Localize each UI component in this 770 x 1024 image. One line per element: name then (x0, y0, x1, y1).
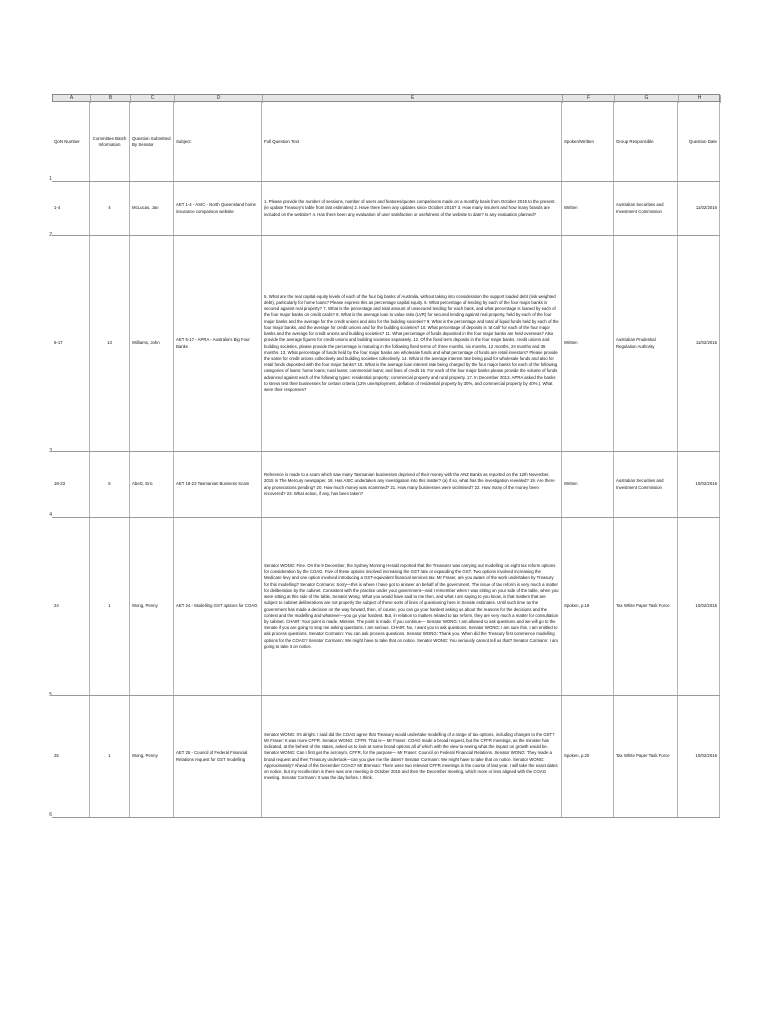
header-qon[interactable]: QoN Number (52, 102, 90, 181)
cell-date[interactable]: 10/02/2016 (678, 518, 720, 695)
header-subject[interactable]: Subject (174, 102, 262, 181)
header-senator[interactable]: Question Submitted By Senator (130, 102, 174, 181)
column-header-b[interactable]: B (91, 95, 131, 103)
cell-qon[interactable]: 5-17 (52, 236, 90, 451)
header-committee[interactable]: Committee Batch Information (90, 102, 130, 181)
header-spoken[interactable]: Spoken/Written (562, 102, 614, 181)
table-row (52, 182, 720, 236)
row-number-6[interactable]: 6 (49, 812, 52, 818)
cell-committee[interactable]: 6 (90, 452, 130, 517)
cell-spoken[interactable]: Written (562, 182, 614, 235)
table-row (52, 696, 720, 818)
column-header-g[interactable]: G (615, 95, 679, 103)
spreadsheet (49, 94, 720, 818)
cell-full-text[interactable]: Senator WONG: Fine. On the 9 December, the Sydney Morning Herald reported that the Treasurer was carrying out modelling on eight tax reform options for consideration by the COAG. Five of these options involved increasing the GST rate or expanding the GST. Two options involved increasing the Medicare levy and one option involved introducing a GST-equivalent financial services tax. Mr Fraser, are you aware of the work undertaken by Treasury for this modelling? Senator Cormann: Sorry—this is where I have got to answer on behalf of the government. The issue of tax reform is very much a matter for deliberation by the cabinet. Consistent with the practice under your government—and I remember when I was sitting on your side of the table, when you were sitting at this side of the table, Senator Wong. What you would have said to me then, and what I am saying to you know, is that matters that are subject to cabinet deliberations are not properly the subject of these sorts of lines of questioning here in Senate estimates. Until such time as the government has made a decision on the way forward, then, of course, you can go your hardest asking us about the reasons for the decisions and the context and the modelling and whatever—you go your hardest. But, in relation to matters related to tax reform, they are very much a matter for consultation by cabinet. CHAIR: Your point is made, Minister. The point is made. If you continue— Senator WONG: I am allowed to ask questions and we will go to the Senate if you are going to stop me asking questions. I am serious. CHAIR: No, I want you to ask questions. Senator WONG: I am sure this. I am entitled to ask process questions. Senator Cormann: You can ask process questions. Senator WONG: Thank you. When did the Treasury first commence modelling options for the COAG? Senator Cormann: We might have to take that on notice. Senator WONG: You seriously cannot tell us that? Senator Cormann: I am going to take it on notice. (262, 518, 562, 695)
cell-committee[interactable]: 1 (90, 518, 130, 695)
column-header-e[interactable]: E (263, 95, 563, 103)
cell-subject[interactable]: AET 5-17 - APRA - Australia's Big Four Banks (174, 236, 262, 451)
cell-qon[interactable]: 1-4 (52, 182, 90, 235)
cell-spoken[interactable]: Spoken, p.18 (562, 518, 614, 695)
cell-committee[interactable]: 1 (90, 696, 130, 817)
table-row (52, 518, 720, 696)
cell-group[interactable]: Tax White Paper Task Force (614, 696, 678, 817)
cell-group[interactable]: Australian Prudential Regulation Authority (614, 236, 678, 451)
header-row (52, 102, 720, 182)
row-number-4[interactable]: 4 (49, 512, 52, 518)
cell-group[interactable]: Australian Securities and Investment Commission (614, 452, 678, 517)
cell-senator[interactable]: Abetz, Eric (130, 452, 174, 517)
cell-qon[interactable]: 25 (52, 696, 90, 817)
cell-full-text[interactable]: Reference is made to a scam which saw many Tasmanian businesses deprived of their money with the ANZ Banks as reported on the 12th November, 2015 in The Mercury newspaper. 18. Has ASIC undertaken any investigation into this matter? (a) If so, what has the investigation revealed? 19. Are there any prosecutions pending? 20. How much money was scammed? 21. How many businesses were victimised? 22. How many of the money been recovered? 23. What action, if any, has been taken? (262, 452, 562, 517)
column-header-a[interactable]: A (53, 95, 91, 103)
cell-spoken[interactable]: Written (562, 236, 614, 451)
cell-senator[interactable]: Wong, Penny (130, 518, 174, 695)
cell-group[interactable]: Australian Securities and Investment Commission (614, 182, 678, 235)
row-number-2[interactable]: 2 (49, 232, 52, 238)
cell-subject[interactable]: AET 1-4 - ASIC - North Queensland home insurance comparison website (174, 182, 262, 235)
table-row (52, 452, 720, 518)
cell-spoken[interactable]: Spoken, p.20 (562, 696, 614, 817)
row-number-1[interactable]: 1 (49, 176, 52, 182)
cell-committee[interactable]: 13 (90, 236, 130, 451)
cell-full-text[interactable]: Senator WONG: It's alright. I said did the COAG agree that Treasury would undertake modelling of a range of tax options, including changes to the GST? Mr Fraser: It was more CFFR. Senator WONG: CFFR. That is— Mr Fraser: COAG made a broad request, but the CFFR meetings, as the minister has indicated, at the behest of the states, asked us to look at some broad options all of which with the view to seeing what the impact on growth would be. Senator WONG: Can I first get the acronym, CFFR, for the purpose— Mr Fraser: Council on Federal Financial Relations. Senator WONG: They made a broad request and then Treasury undertook—can you give me the dates? Senator Cormann: We might have to take that on notice. Senator WONG: Approximately? Ahead of the December COAG? Mr Brennan: There were two relevant CFFR meetings in the course of last year. I will take the exact dates on notice, but my recollection is there was one meeting in October 2015 and then the December meeting, which more or less aligned with the COAG meeting. Senator Cormann: It was the day before, I think. (262, 696, 562, 817)
column-header-d[interactable]: D (175, 95, 263, 103)
cell-subject[interactable]: AET 18-23 Tasmanian Business Scam (174, 452, 262, 517)
cell-date[interactable]: 11/02/2016 (678, 182, 720, 235)
column-header-c[interactable]: C (131, 95, 175, 103)
cell-qon[interactable]: 24 (52, 518, 90, 695)
header-group[interactable]: Group Responsible (614, 102, 678, 181)
cell-senator[interactable]: McLucas, Jan (130, 182, 174, 235)
row-number-3[interactable]: 3 (49, 448, 52, 454)
header-date[interactable]: Question Date (678, 102, 720, 181)
cell-date[interactable]: 10/02/2016 (678, 452, 720, 517)
column-header-h[interactable]: H (679, 95, 721, 103)
column-header-bar (52, 94, 720, 102)
row-number-5[interactable]: 5 (49, 692, 52, 698)
cell-full-text[interactable]: 5. What are the real capital equity levels of each of the four big banks of Australia, without taking into consideration the support loaded debt (risk weighted debt), particularly for home loans? Please express this as percentage capital equity. 6. What percentage of lending by each of the four major banks is secured against real property? 7. What is the percentage and total amount of unsecured lending for each bank, and what percentage is loaned by each of the four major banks on credit cards? 8. What is the average loan to value ratio (LVR) for secured lending against real property, held by each of the four major banks and the average for the credit unions and also for the building societies? 9. What is the percentage and total of liquid funds held by each of the four major banks, and the average for credit unions and for the building societies? 10. What percentage of deposits is 'at call' for each of the four major banks and the average for credit unions and building societies? 11. What percentage of funds deposited in the four major banks are held overseas? Also provide the average figures for credit unions and building societies separately. 12. Of the fixed term deposits in the four major banks, credit unions and building societies, please provide the percentage is maturing in the following fixed terms of: three months, six months, 12 months, 24 months and 36 months. 13. What percentage of funds held by the four major banks are wholesale funds and what percentage of funds are retail investors? Please provide the same for credit unions collectively and building societies collectively. 14. What is the average interest rate being paid for wholesale funds and also for retail funds deposited with the four major banks? 15. What is the average loan interest rate being charged by the four major banks for each of the following categories of loans: home loans; rural loans; commercial loans; and lines of credit 16. For each of the four major banks please provide the volume of funds advanced against each of the following types: residential property; commercial property and rural property. 17. In December 2013, APRA asked the banks to stress test their businesses for certain criteria (12% unemployment, deflation of residential property by 30%, and commercial property by 40%.). What were their responses? (262, 236, 562, 451)
table-row (52, 236, 720, 452)
cell-subject[interactable]: AET 24 - Modelling GST options for COAG (174, 518, 262, 695)
cell-senator[interactable]: Williams, John (130, 236, 174, 451)
cell-senator[interactable]: Wong, Penny (130, 696, 174, 817)
cell-qon[interactable]: 18-23 (52, 452, 90, 517)
header-full-text[interactable]: Full Question Text (262, 102, 562, 181)
cell-full-text[interactable]: 1. Please provide the number of sessions, number of users and features/quotes comparisons made on a monthly basis from October 2015 to the present. (ie update Treasury's table from last estimates) 2. Have there been any updates since October 2015? 3. How many insurers and how many brands are included on the website? 4. Has there been any evaluation of user satisfaction or usefulness of the website to date? Is any evaluation planned? (262, 182, 562, 235)
cell-date[interactable]: 11/02/2016 (678, 236, 720, 451)
cell-group[interactable]: Tax White Paper Task Force (614, 518, 678, 695)
cell-date[interactable]: 10/02/2016 (678, 696, 720, 817)
cell-spoken[interactable]: Written (562, 452, 614, 517)
column-header-f[interactable]: F (563, 95, 615, 103)
cell-subject[interactable]: AET 25 - Council of Federal Financial Relations request for GST modelling (174, 696, 262, 817)
cell-committee[interactable]: 4 (90, 182, 130, 235)
